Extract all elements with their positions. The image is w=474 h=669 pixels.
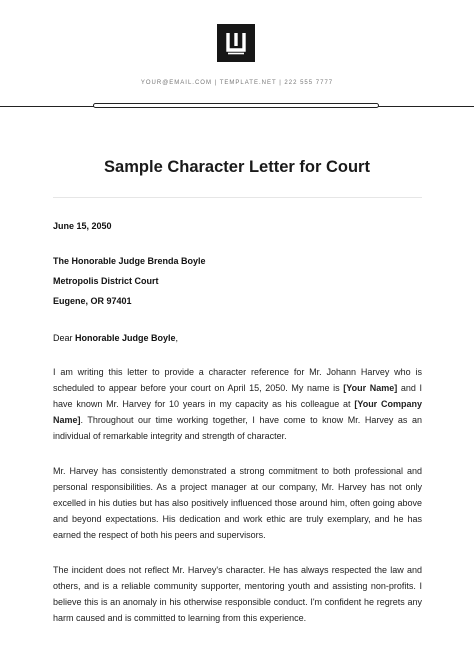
header-divider-pill bbox=[93, 103, 379, 108]
salutation-suffix: , bbox=[175, 333, 179, 343]
recipient-court: Metropolis District Court bbox=[53, 276, 159, 286]
letter-date: June 15, 2050 bbox=[53, 221, 112, 231]
document-title: Sample Character Letter for Court bbox=[104, 158, 370, 176]
paragraph-1-text-a: I am writing this letter to provide a character reference for Mr. Johann Harvey who is scheduled to appear before your court on April 15, 2050. My name is bbox=[53, 367, 422, 393]
salutation-prefix: Dear bbox=[53, 333, 76, 343]
title-divider bbox=[53, 197, 422, 198]
paragraph-1 bbox=[53, 364, 422, 444]
company-name-placeholder: [Your Company Name] bbox=[53, 399, 422, 425]
salutation bbox=[53, 333, 178, 344]
company-logo bbox=[217, 24, 255, 62]
paragraph-2: Mr. Harvey has consistently demonstrated a strong commitment to both professional and personal responsibilities. As a project manager at our company, Mr. Harvey has not only excelled in his duties but has also positively influenced those around him, often going above and beyond expectations. His dedication and work ethic are truly exemplary, and he has earned the respect of both his peers and supervisors. bbox=[53, 466, 422, 540]
letter-u-logo-icon bbox=[217, 24, 255, 62]
recipient-name: The Honorable Judge Brenda Boyle bbox=[53, 256, 206, 266]
paragraph-1-text-b: and I have known Mr. Harvey for 10 years in my capacity as his colleague at bbox=[53, 383, 422, 409]
paragraph-1-text-c: . Throughout our time working together, I have come to know Mr. Harvey as an individual of remarkable integrity and strength of character. bbox=[53, 415, 422, 441]
your-name-placeholder: [Your Name] bbox=[343, 383, 398, 393]
salutation-name: Honorable Judge Boyle bbox=[75, 333, 176, 343]
paragraph-3: The incident does not reflect Mr. Harvey's character. He has always respected the law and others, and is a reliable community supporter, mentoring youth and assisting non-profits. I believe this is an anomaly in his otherwise responsible conduct. I'm confident he regrets any harm caused and is committed to learning from this experience. bbox=[53, 565, 422, 623]
recipient-city: Eugene, OR 97401 bbox=[53, 296, 132, 306]
contact-line: YOUR@EMAIL.COM | TEMPLATE.NET | 222 555 7777 bbox=[140, 80, 334, 86]
